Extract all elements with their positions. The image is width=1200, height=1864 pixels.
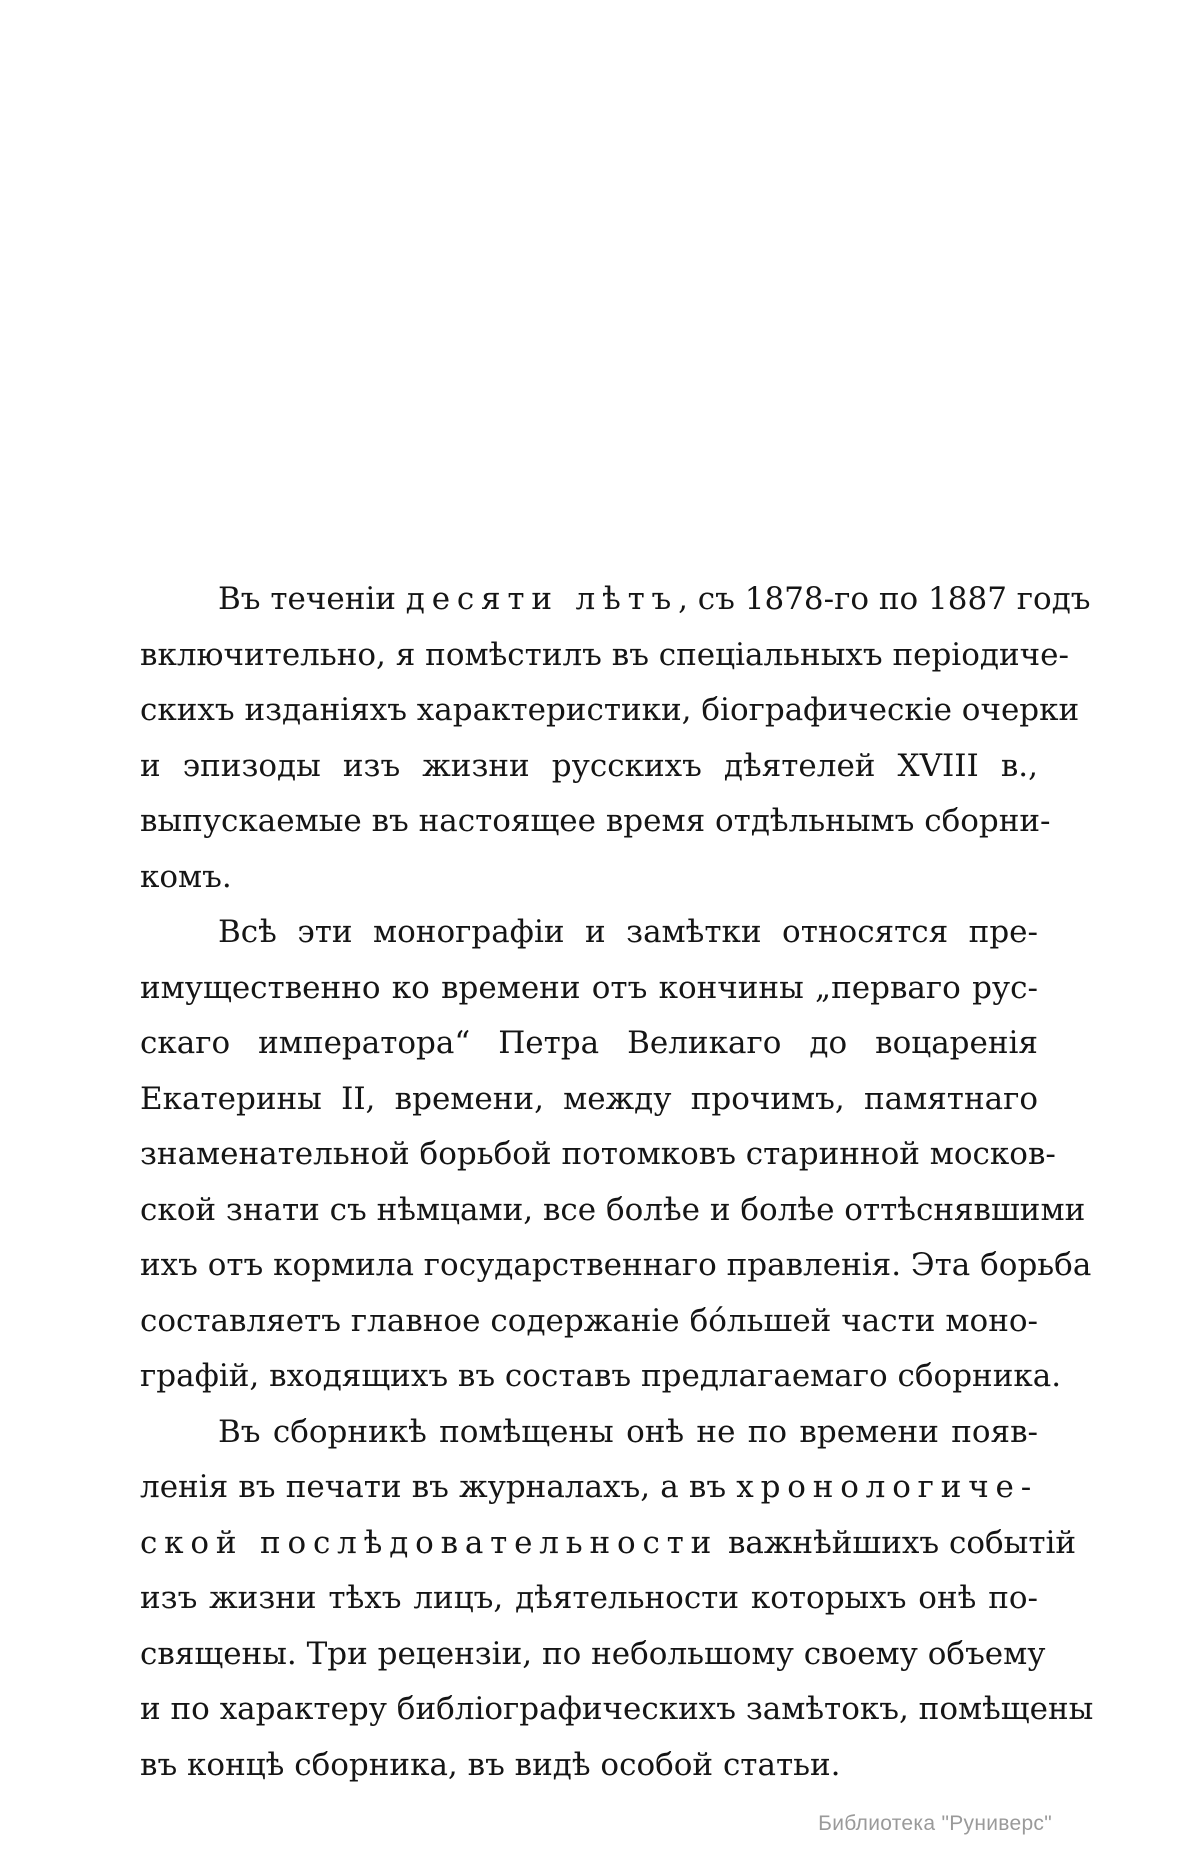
paragraph-3 bbox=[140, 1405, 1094, 1794]
text-line: ленія въ печати въ журналахъ, а въ хронологиче- bbox=[140, 1469, 1038, 1505]
text-line: комъ. bbox=[140, 858, 232, 895]
text-line: и по характеру библіографическихъ замѣтокъ, помѣщены bbox=[140, 1691, 1094, 1727]
text-line: священы. Три рецензіи, по небольшому своему объему bbox=[140, 1635, 1046, 1672]
text-line: Въ теченіи десяти лѣтъ, съ 1878-го по 1887 годъ bbox=[218, 581, 1091, 617]
text-line: ской знати съ нѣмцами, все болѣе и болѣе оттѣснявшими bbox=[140, 1191, 1086, 1228]
spaced-emphasis: хронологиче- bbox=[736, 1469, 1038, 1505]
text-line: ской послѣдовательности важнѣйшихъ событій bbox=[140, 1524, 1077, 1561]
text-line: скихъ изданіяхъ характеристики, біографическіе очерки bbox=[140, 692, 1080, 728]
text-line: знаменательной борьбой потомковъ старинной москов- bbox=[140, 1136, 1056, 1172]
spaced-emphasis: десяти лѣтъ bbox=[405, 581, 679, 617]
text-line: графій, входящихъ въ составъ предлагаемаго сборника. bbox=[140, 1358, 1062, 1394]
text-line: ихъ отъ кормила государственнаго правленія. Эта борьба bbox=[140, 1247, 1092, 1283]
text-line: составляетъ главное содержаніе бо́льшей части моно- bbox=[140, 1302, 1038, 1339]
preface-text bbox=[140, 572, 1094, 1793]
text-line: скаго императора“ Петра Великаго до воцаренія bbox=[140, 1025, 1038, 1061]
text-line: имущественно ко времени отъ кончины „перваго рус- bbox=[140, 969, 1038, 1006]
spaced-emphasis: ской послѣдовательности bbox=[140, 1524, 719, 1561]
text-line: Екатерины II, времени, между прочимъ, памятнаго bbox=[140, 1080, 1038, 1117]
paragraph-1 bbox=[140, 572, 1091, 905]
text-line: выпускаемые въ настоящее время отдѣльнымъ сборни- bbox=[140, 803, 1051, 839]
text-line: включительно, я помѣстилъ въ спеціальныхъ періодиче- bbox=[140, 636, 1069, 673]
paragraph-2 bbox=[140, 905, 1092, 1405]
text-line: Въ сборникѣ помѣщены онѣ не по времени появ- bbox=[218, 1413, 1038, 1450]
text-line: и эпизоды изъ жизни русскихъ дѣятелей XVIII в., bbox=[140, 747, 1038, 784]
library-watermark: Библиотека "Руниверс" bbox=[818, 1812, 1052, 1835]
text-line: изъ жизни тѣхъ лицъ, дѣятельности которыхъ онѣ по- bbox=[140, 1580, 1038, 1616]
text-line: Всѣ эти монографіи и замѣтки относятся пре- bbox=[218, 914, 1038, 950]
text-line: въ концѣ сборника, въ видѣ особой статьи. bbox=[140, 1746, 841, 1783]
